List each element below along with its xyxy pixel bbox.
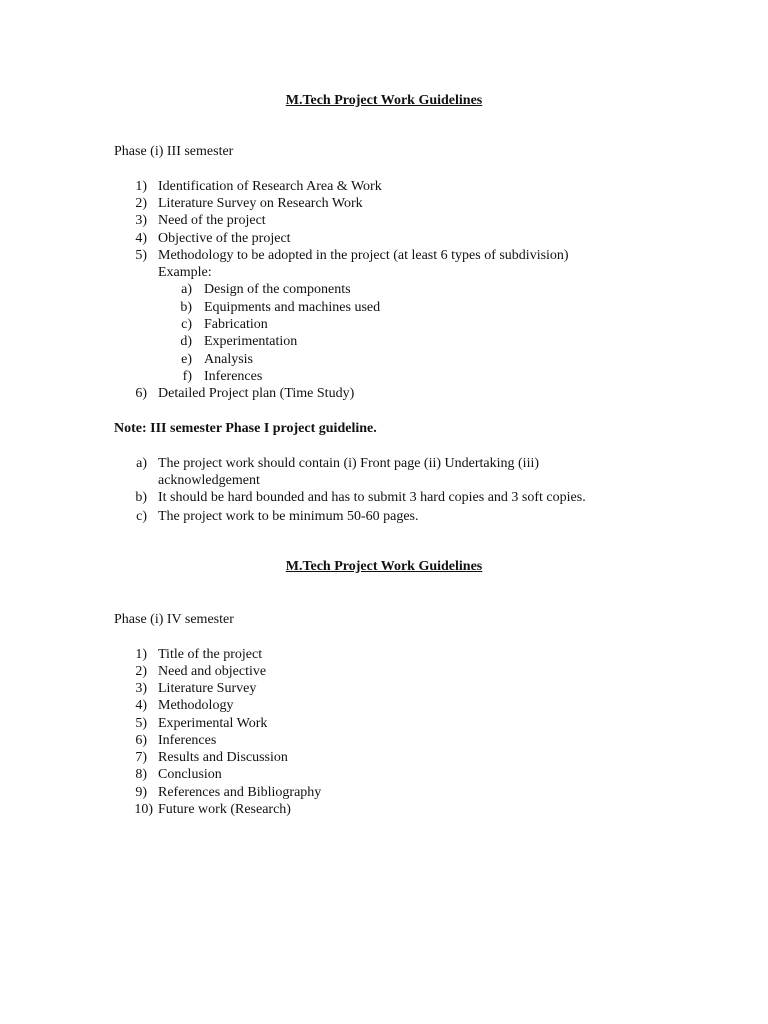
list-item: Detailed Project plan (Time Study) (158, 386, 355, 401)
list-item-number: 8) (135, 767, 147, 782)
sublist-item-letter: c) (181, 317, 192, 332)
section2-title: M.Tech Project Work Guidelines (285, 559, 483, 574)
list-item: References and Bibliography (158, 785, 322, 800)
note-item-letter: c) (136, 509, 147, 524)
sublist-item: Equipments and machines used (204, 300, 381, 315)
sublist-item-letter: f) (182, 369, 192, 384)
note-item: The project work should contain (i) Front page (ii) Undertaking (iii) (158, 456, 540, 471)
list-item: Literature Survey (158, 681, 257, 696)
section2-phase-heading: Phase (i) IV semester (114, 612, 234, 627)
sublist-item-letter: a) (181, 282, 192, 297)
note-item-continuation: acknowledgement (158, 473, 260, 488)
sublist-item: Fabrication (204, 317, 268, 332)
list-item: Experimental Work (158, 716, 268, 731)
list-item-number: 5) (135, 248, 147, 263)
list-item-number: 1) (135, 647, 147, 662)
list-item: Future work (Research) (158, 802, 291, 817)
list-item-number: 5) (135, 716, 147, 731)
sublist-item: Design of the components (204, 282, 351, 297)
list-item-number: 4) (135, 698, 147, 713)
list-item: Title of the project (158, 647, 263, 662)
sublist-item-letter: e) (181, 352, 192, 367)
list-item-number: 2) (135, 196, 147, 211)
sublist-item-letter: d) (180, 334, 192, 349)
list-item: Need and objective (158, 664, 267, 679)
sublist-item: Analysis (204, 352, 253, 367)
list-item-continuation: Example: (158, 265, 212, 280)
note-item-letter: b) (135, 490, 147, 505)
section1-phase-heading: Phase (i) III semester (114, 144, 234, 159)
list-item: Identification of Research Area & Work (158, 179, 382, 194)
section1-title: M.Tech Project Work Guidelines (285, 93, 483, 108)
note-item-letter: a) (136, 456, 147, 471)
list-item-number: 6) (135, 733, 147, 748)
list-item: Literature Survey on Research Work (158, 196, 363, 211)
list-item-number: 2) (135, 664, 147, 679)
list-item-number: 9) (135, 785, 147, 800)
list-item-number: 3) (135, 213, 147, 228)
sublist-item-letter: b) (180, 300, 192, 315)
list-item-number: 4) (135, 231, 147, 246)
list-item: Methodology to be adopted in the project (at least 6 types of subdivision) (158, 248, 569, 263)
note-item: The project work to be minimum 50-60 pages. (158, 509, 419, 524)
list-item: Methodology (158, 698, 234, 713)
list-item-number: 1) (135, 179, 147, 194)
note-item: It should be hard bounded and has to submit 3 hard copies and 3 soft copies. (158, 490, 586, 505)
note-heading: Note: III semester Phase I project guideline. (114, 421, 377, 436)
list-item: Inferences (158, 733, 217, 748)
list-item: Objective of the project (158, 231, 291, 246)
list-item-number: 6) (135, 386, 147, 401)
list-item: Results and Discussion (158, 750, 288, 765)
list-item-number: 3) (135, 681, 147, 696)
sublist-item: Experimentation (204, 334, 298, 349)
list-item: Need of the project (158, 213, 266, 228)
list-item-number: 7) (135, 750, 147, 765)
sublist-item: Inferences (204, 369, 263, 384)
list-item: Conclusion (158, 767, 222, 782)
list-item-number: 10) (134, 802, 153, 817)
